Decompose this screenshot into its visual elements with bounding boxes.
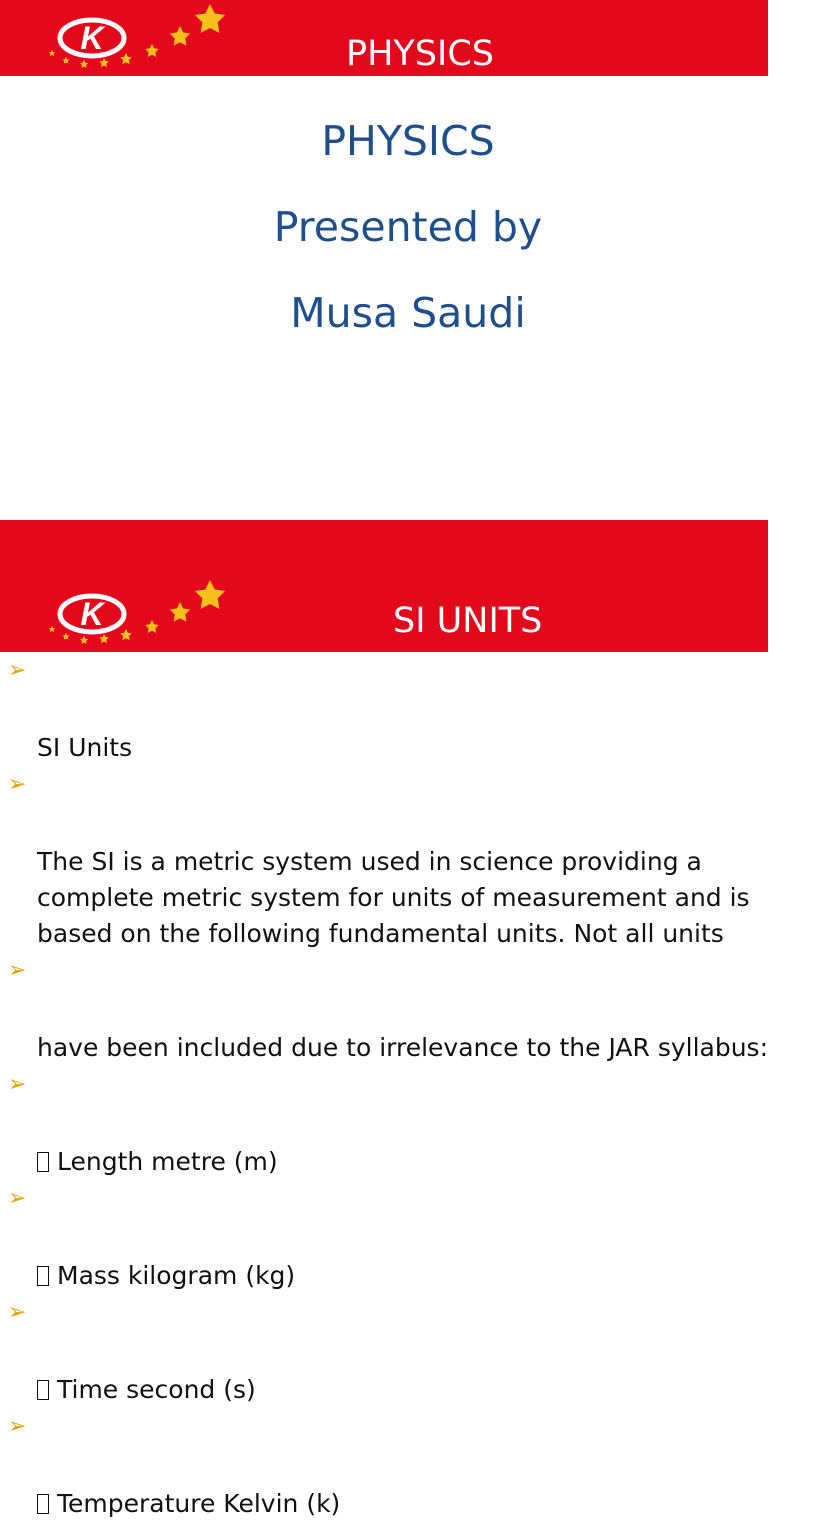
si-units-slide bbox=[0, 520, 769, 1518]
header-title: PHYSICS bbox=[346, 34, 494, 74]
bullet-text: Length metre (m) bbox=[57, 1147, 278, 1176]
arrow-bullet-icon: ➢ bbox=[8, 1072, 27, 1097]
missing-glyph-box-icon bbox=[37, 1266, 49, 1286]
k-logo-with-stars-icon bbox=[30, 576, 250, 652]
missing-glyph-box-icon bbox=[37, 1152, 49, 1172]
bullet-text: The SI is a metric system used in science providing a complete metric system for units of measurement and is based on the following fundamental units. Not all units bbox=[37, 847, 750, 948]
bullet-item bbox=[0, 958, 768, 1066]
missing-glyph-box-icon bbox=[37, 1494, 49, 1514]
bullet-text: Temperature Kelvin (k) bbox=[57, 1489, 341, 1518]
bullet-item bbox=[0, 658, 768, 766]
arrow-bullet-icon: ➢ bbox=[8, 772, 27, 797]
bullet-text: have been included due to irrelevance to the JAR syllabus: bbox=[37, 1033, 769, 1062]
bullet-text: Time second (s) bbox=[57, 1375, 256, 1404]
arrow-bullet-icon: ➢ bbox=[8, 1300, 27, 1325]
presenter-name-line: Musa Saudi bbox=[290, 289, 526, 337]
bullet-list bbox=[0, 658, 768, 1528]
missing-glyph-box-icon bbox=[37, 1380, 49, 1400]
svg-text:K: K bbox=[80, 20, 104, 56]
presented-by-line: Presented by bbox=[273, 203, 543, 251]
bullet-text: SI Units bbox=[37, 733, 133, 762]
arrow-bullet-icon: ➢ bbox=[8, 658, 27, 683]
arrow-bullet-icon: ➢ bbox=[8, 1186, 27, 1211]
bullet-item bbox=[0, 1414, 768, 1522]
bullet-item bbox=[0, 772, 768, 952]
slide-title-line: PHYSICS bbox=[321, 117, 495, 165]
arrow-bullet-icon: ➢ bbox=[8, 1414, 27, 1439]
title-slide bbox=[0, 0, 768, 520]
bullet-item bbox=[0, 1300, 768, 1408]
k-logo-with-stars-icon bbox=[30, 0, 250, 76]
header-title: SI UNITS bbox=[393, 601, 543, 641]
bullet-text: Mass kilogram (kg) bbox=[57, 1261, 296, 1290]
bullet-item bbox=[0, 1186, 768, 1294]
bullet-item bbox=[0, 1072, 768, 1180]
arrow-bullet-icon: ➢ bbox=[8, 958, 27, 983]
svg-text:K: K bbox=[80, 596, 104, 632]
